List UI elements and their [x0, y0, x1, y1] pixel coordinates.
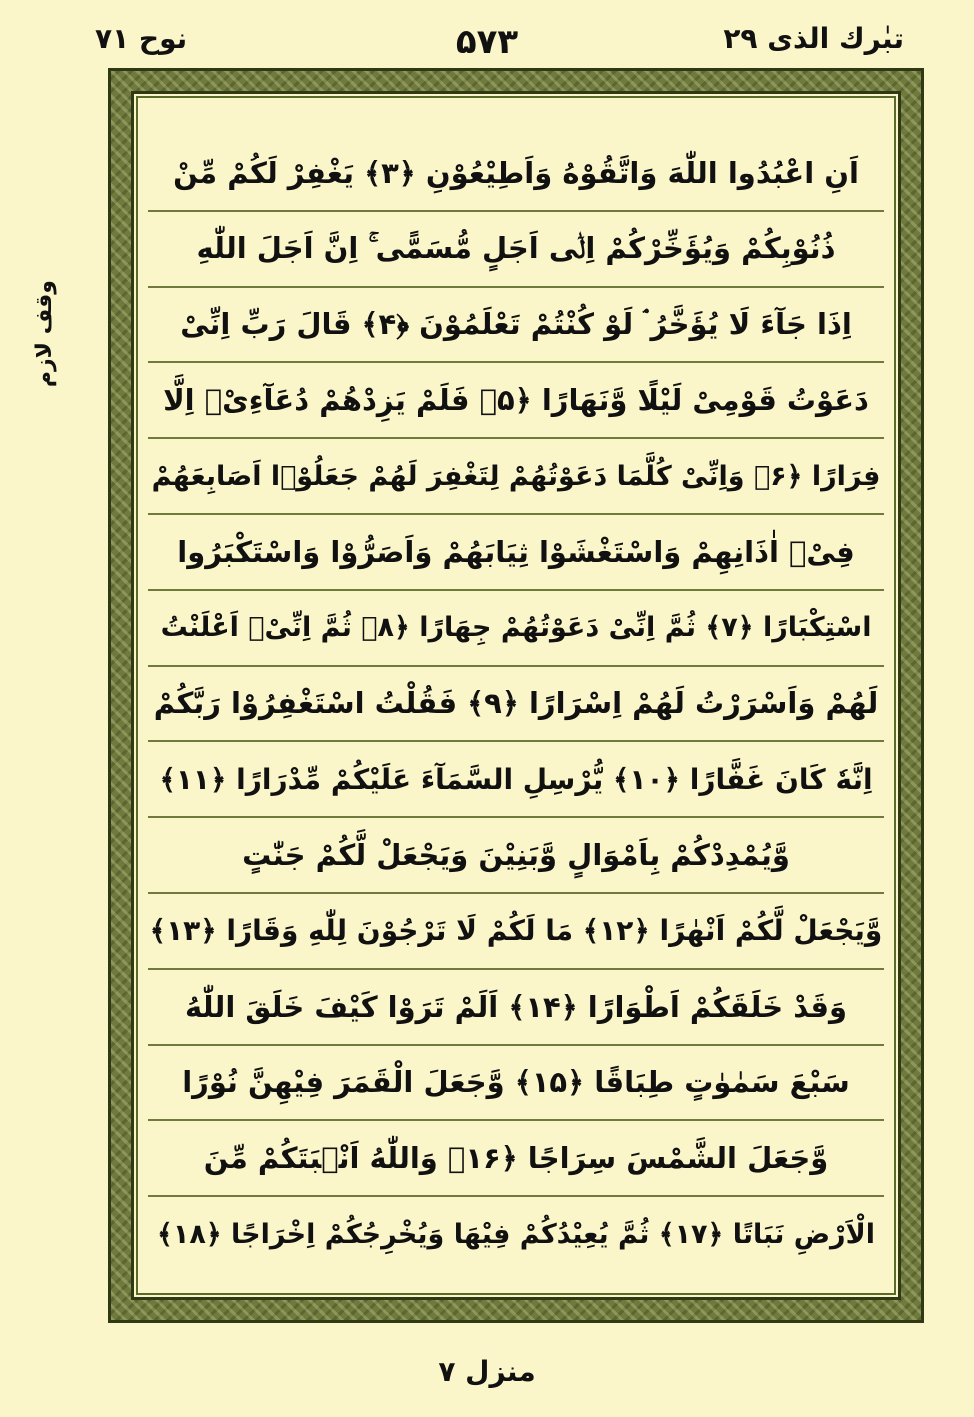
verse-line: وَّيُمْدِدْكُمْ بِاَمْوَالٍ وَّبَنِيْنَ وَيَجْعَلْ لَّكُمْ جَنّٰتٍ	[148, 818, 884, 894]
verse-line: فِىْۤ اٰذَانِهِمْ وَاسْتَغْشَوْا ثِيَابَهُمْ وَاَصَرُّوْا وَاسْتَكْبَرُوا	[148, 515, 884, 591]
verse-line: ذُنُوْبِكُمْ وَيُؤَخِّرْكُمْ اِلٰۤى اَجَلٍ مُّسَمًّى ۚ اِنَّ اَجَلَ اللّٰهِ	[148, 212, 884, 288]
juz-name-header: تبٰرك الذی ۲۹	[723, 22, 904, 55]
verse-line: دَعَوْتُ قَوْمِىْ لَيْلًا وَّنَهَارًا ﴿۵﴾ فَلَمْ يَزِدْهُمْ دُعَآءِىْۤ اِلَّا	[148, 363, 884, 439]
manzil-footer: منزل ۷	[438, 1355, 536, 1388]
surah-name-header: نوح ۷۱	[95, 22, 188, 55]
verse-line: وَّيَجْعَلْ لَّكُمْ اَنْهٰرًا ﴿۱۲﴾ مَا لَكُمْ لَا تَرْجُوْنَ لِلّٰهِ وَقَارًا ﴿۱۳﴾	[148, 894, 884, 970]
text-panel	[131, 91, 901, 1300]
verse-line: اِذَا جَآءَ لَا يُؤَخَّرُ ۘ لَوْ كُنْتُمْ تَعْلَمُوْنَ ﴿۴﴾ قَالَ رَبِّ اِنِّىْ	[148, 288, 884, 364]
verse-line: فِرَارًا ﴿۶﴾ وَاِنِّىْ كُلَّمَا دَعَوْتُهُمْ لِتَغْفِرَ لَهُمْ جَعَلُوْۤا اَصَابِعَهُمْ	[148, 439, 884, 515]
verse-line: الْاَرْضِ نَبَاتًا ﴿۱۷﴾ ثُمَّ يُعِيْدُكُمْ فِيْهَا وَيُخْرِجُكُمْ اِخْرَاجًا ﴿۱۸﴾	[157, 1218, 875, 1250]
verse-line: وَّجَعَلَ الشَّمْسَ سِرَاجًا ﴿۱۶﴾ وَاللّٰهُ اَنْۢبَتَكُمْ مِّنَ	[148, 1121, 884, 1197]
page-number: ۵۷۳	[455, 22, 519, 62]
verse-line: وَقَدْ خَلَقَكُمْ اَطْوَارًا ﴿۱۴﴾ اَلَمْ تَرَوْا كَيْفَ خَلَقَ اللّٰهُ	[148, 970, 884, 1046]
decorative-border-frame	[108, 68, 924, 1323]
verse-line: لَهُمْ وَاَسْرَرْتُ لَهُمْ اِسْرَارًا ﴿۹﴾ فَقُلْتُ اسْتَغْفِرُوْا رَبَّكُمْ	[148, 667, 884, 743]
verse-line: اسْتِكْبَارًا ﴿۷﴾ ثُمَّ اِنِّىْ دَعَوْتُهُمْ جِهَارًا ﴿۸﴾ ثُمَّ اِنِّىْۤ اَعْلَنْتُ	[148, 591, 884, 667]
margin-note: وقف لازم	[32, 280, 57, 388]
page-header	[0, 22, 974, 72]
verse-line: اَنِ اعْبُدُوا اللّٰهَ وَاتَّقُوْهُ وَاَطِيْعُوْنِ ﴿۳﴾ يَغْفِرْ لَكُمْ مِّنْ	[148, 136, 884, 212]
verse-line: سَبْعَ سَمٰوٰتٍ طِبَاقًا ﴿۱۵﴾ وَّجَعَلَ الْقَمَرَ فِيْهِنَّ نُوْرًا	[148, 1046, 884, 1122]
verse-lines	[148, 136, 884, 1271]
verse-line: اِنَّهٗ كَانَ غَفَّارًا ﴿۱۰﴾ يُّرْسِلِ السَّمَآءَ عَلَيْكُمْ مِّدْرَارًا ﴿۱۱﴾	[148, 742, 884, 818]
